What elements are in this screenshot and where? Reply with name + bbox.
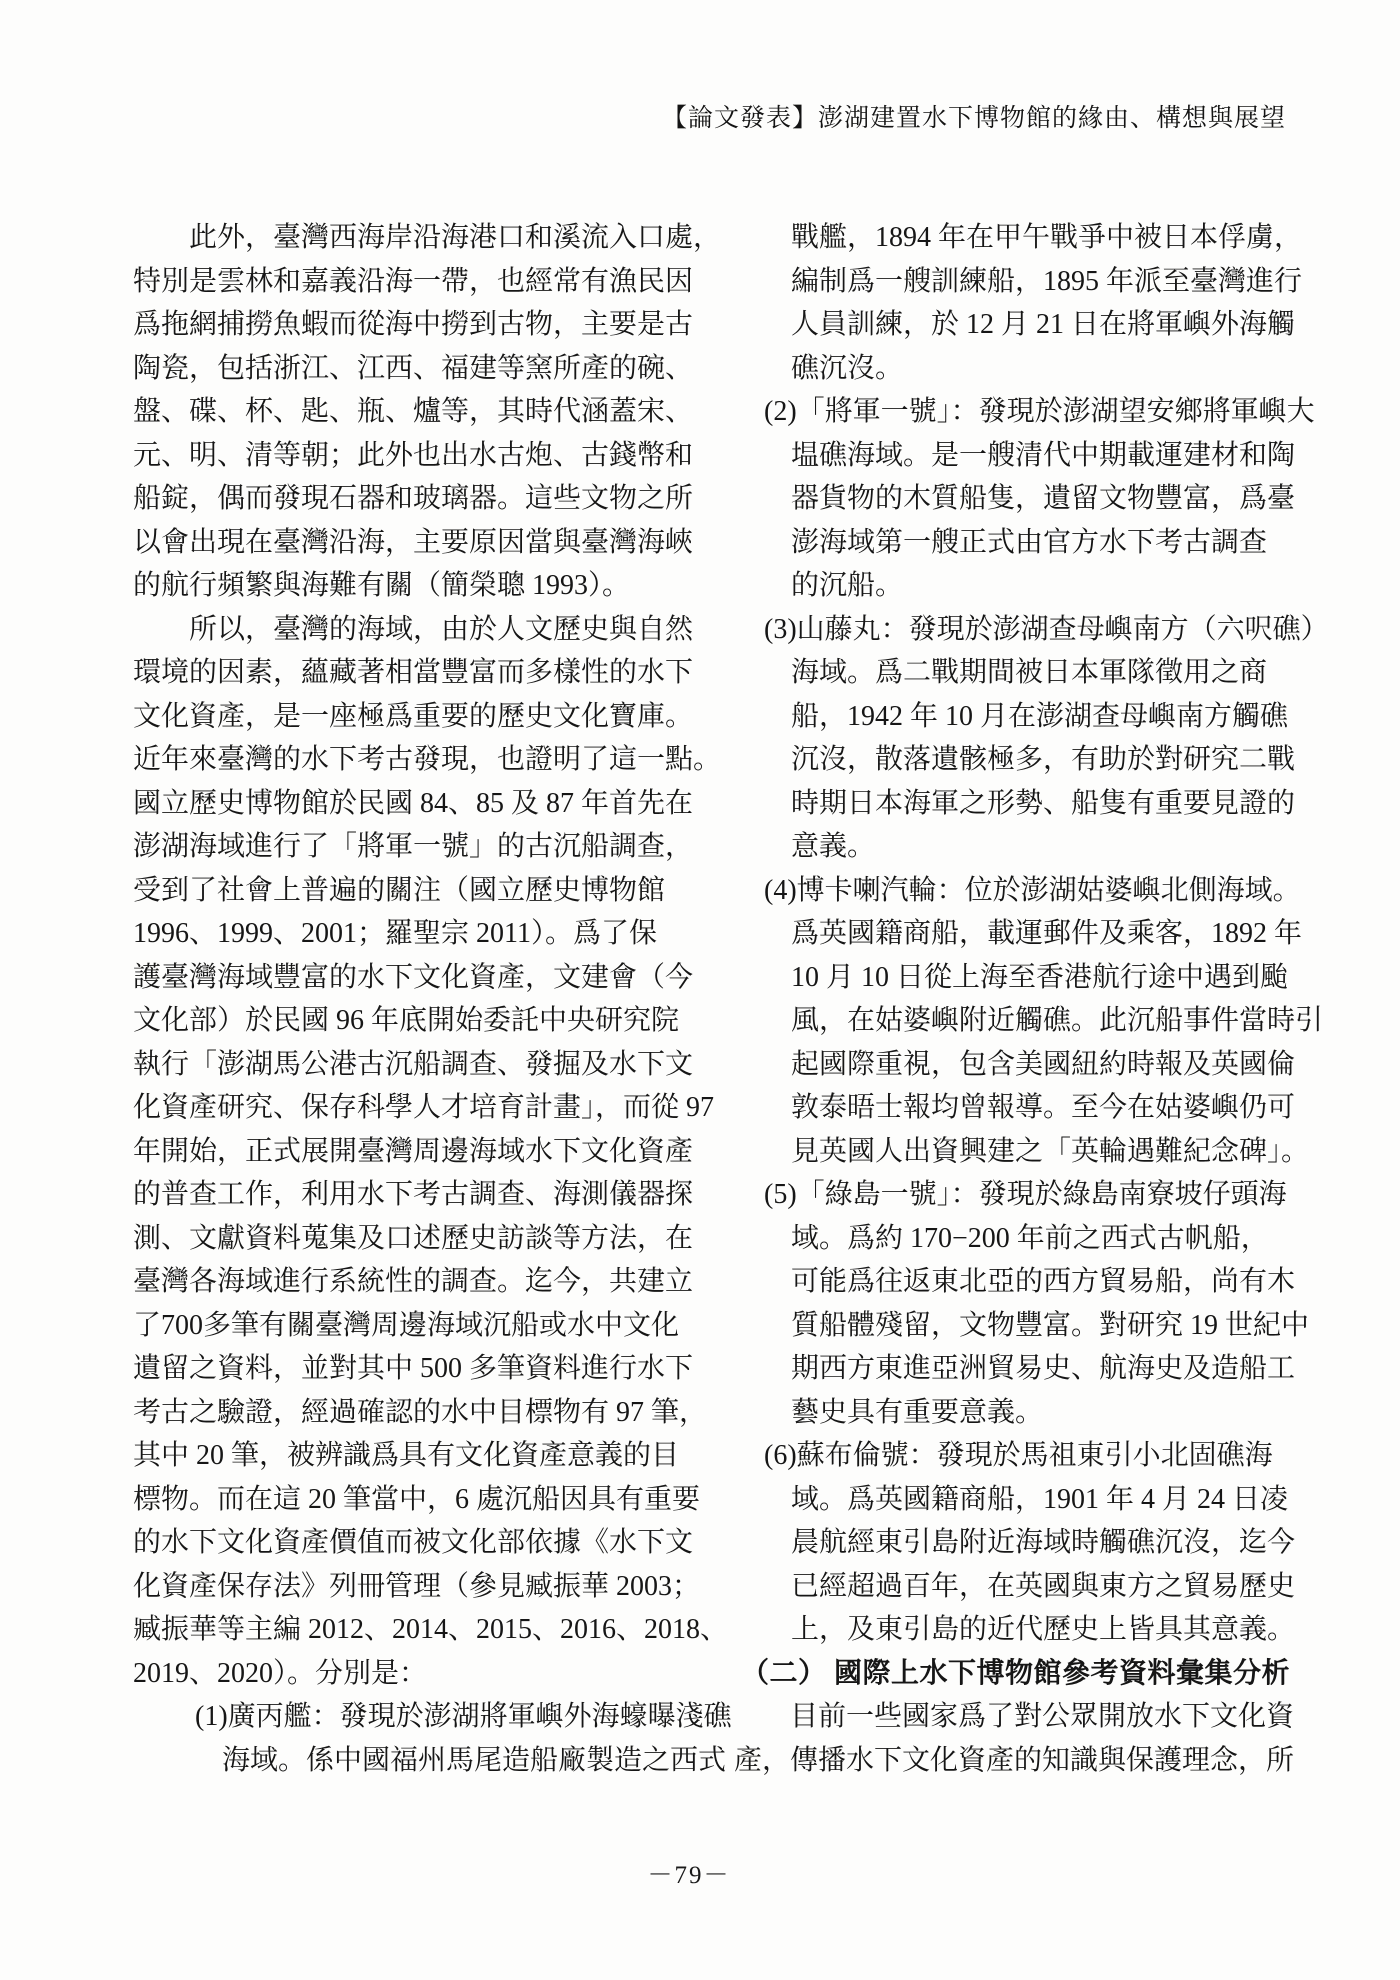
page-header: 【論文發表】澎湖建置水下博物館的緣由、構想與展望 [661,105,1286,132]
list-item-line: (2)「將軍一號」：發現於澎湖望安鄉將軍嶼大 [764,396,1315,427]
text-line: 的普查工作，利用水下考古調查、海測儀器探 [133,1179,694,1210]
list-item-line: 見英國人出資興建之「英輪遇難紀念碑」。 [791,1135,1310,1167]
text-line: 目前一些國家爲了對公眾開放水下文化資 [790,1701,1295,1732]
list-item-line: 礁沉沒。 [791,352,904,384]
list-item-line: 爲英國籍商船，載運郵件及乘客，1892 年 [791,918,1303,949]
list-item-line: 10 月 10 日從上海至香港航行途中遇到颱 [791,961,1289,993]
list-item-line: 時期日本海軍之形勢、船隻有重要見證的 [791,787,1296,819]
list-item-line: 澎海域第一艘正式由官方水下考古調查 [791,526,1268,558]
list-item-line: (1)廣丙艦：發現於澎湖將軍嶼外海蠔曝淺礁 [195,1701,732,1732]
list-item-line: 海域。係中國福州馬尾造船廠製造之西式 [222,1744,727,1776]
text-line: 了700多筆有關臺灣周邊海域沉船或水中文化 [133,1309,680,1341]
right-column [734,216,1329,1782]
list-item-line: 船，1942 年 10 月在澎湖查母嶼南方觸礁 [791,700,1289,732]
text-line: 環境的因素，蘊藏著相當豐富而多樣性的水下 [133,657,694,688]
text-line: 特別是雲林和嘉義沿海一帶，也經常有漁民因 [133,265,694,297]
list-item-line: 已經超過百年，在英國與東方之貿易歷史 [791,1570,1296,1602]
list-item-line: (5)「綠島一號」：發現於綠島南寮坡仔頭海 [764,1179,1287,1210]
list-item-line: 的沉船。 [791,570,904,601]
text-line: 盤、碟、杯、匙、瓶、爐等，其時代涵蓋宋、 [133,396,694,427]
list-item-line: 晨航經東引島附近海域時觸礁沉沒，迄今 [791,1527,1296,1558]
list-item-line: 上，及東引島的近代歷史上皆具其意義。 [791,1614,1296,1645]
text-line: 執行「澎湖馬公港古沉船調查、發掘及水下文 [133,1048,694,1080]
list-item-line: 戰艦，1894 年在甲午戰爭中被日本俘虜， [791,222,1303,253]
text-line: 陶瓷，包括浙江、江西、福建等窯所產的碗、 [133,352,694,384]
list-item-line: 敦泰晤士報均曾報導。至今在姑婆嶼仍可 [791,1092,1296,1123]
list-item-line: 塭礁海域。是一艘清代中期載運建材和陶 [791,439,1296,471]
list-item-line: (4)博卡喇汽輪：位於澎湖姑婆嶼北側海域。 [764,874,1301,906]
text-line: 1996、1999、2001；羅聖宗 2011）。爲了保 [133,918,657,949]
text-line: 的水下文化資產價值而被文化部依據《水下文 [133,1527,694,1558]
text-line: 近年來臺灣的水下考古發現，也證明了這一點。 [133,744,722,775]
text-line: 其中 20 筆，被辨識爲具有文化資產意義的目 [133,1440,680,1471]
list-item-line: 域。爲約 170−200 年前之西式古帆船， [791,1222,1269,1254]
text-line: 受到了社會上普遍的關注（國立歷史博物館 [133,874,666,906]
text-line: 化資產研究、保存科學人才培育計畫」，而從 97 [133,1092,715,1123]
list-item-line: 質船體殘留，文物豐富。對研究 19 世紀中 [791,1309,1310,1341]
section-heading: （二） 國際上水下博物館參考資料彙集分析 [741,1657,1291,1689]
text-line: 澎湖海域進行了「將軍一號」的古沉船調查， [133,831,694,862]
list-item-line: (3)山藤丸：發現於澎湖查母嶼南方（六呎礁） [764,613,1329,645]
text-line: 2019、2020）。分別是： [133,1657,428,1689]
text-line: 國立歷史博物館於民國 84、85 及 87 年首先在 [133,787,694,819]
list-item-line: 沉沒，散落遺骸極多，有助於對研究二戰 [791,744,1296,775]
list-item-line: 域。爲英國籍商船，1901 年 4 月 24 日凌 [791,1483,1289,1515]
text-line: 船錠，偶而發現石器和玻璃器。這些文物之所 [133,483,694,514]
list-item-line: 可能爲往返東北亞的西方貿易船，尚有木 [791,1266,1296,1297]
left-column [133,216,732,1782]
text-line: 所以，臺灣的海域，由於人文歷史與自然 [189,613,694,645]
list-item-line: 器貨物的木質船隻，遺留文物豐富，爲臺 [791,483,1296,514]
text-line: 遺留之資料，並對其中 500 多筆資料進行水下 [133,1353,694,1384]
text-line: 元、明、清等朝；此外也出水古炮、古錢幣和 [133,439,694,471]
list-item-line: 風，在姑婆嶼附近觸礁。此沉船事件當時引 [791,1005,1324,1036]
list-item-line: 藝史具有重要意義。 [791,1396,1044,1428]
list-item-line: 起國際重視，包含美國紐約時報及英國倫 [791,1048,1296,1080]
text-line: 臺灣各海域進行系統性的調查。迄今，共建立 [133,1266,694,1297]
text-line: 考古之驗證，經過確認的水中目標物有 97 筆， [133,1396,708,1428]
text-line: 以會出現在臺灣沿海，主要原因當與臺灣海峽 [133,526,694,558]
list-item-line: 人員訓練，於 12 月 21 日在將軍嶼外海觸 [791,309,1296,340]
text-line: 測、文獻資料蒐集及口述歷史訪談等方法，在 [133,1222,694,1254]
list-item-line: 編制爲一艘訓練船，1895 年派至臺灣進行 [791,265,1303,297]
text-line: 年開始，正式展開臺灣周邊海域水下文化資產 [133,1135,694,1167]
text-line: 臧振華等主編 2012、2014、2015、2016、2018、 [133,1614,729,1645]
text-line: 的航行頻繁與海難有關（簡榮聰 1993）。 [133,570,631,601]
list-item-line: 意義。 [791,831,876,862]
text-line: 產，傳播水下文化資產的知識與保護理念，所 [734,1744,1295,1776]
text-line: 爲拖網捕撈魚蝦而從海中撈到古物，主要是古 [133,309,694,340]
text-line: 此外，臺灣西海岸沿海港口和溪流入口處， [189,222,722,253]
page-number: －79－ [647,1862,731,1889]
text-line: 護臺灣海域豐富的水下文化資產，文建會（今 [133,961,694,993]
list-item-line: 海域。爲二戰期間被日本軍隊徵用之商 [791,657,1268,688]
list-item-line: (6)蘇布倫號：發現於馬祖東引小北固礁海 [764,1440,1273,1471]
list-item-line: 期西方東進亞洲貿易史、航海史及造船工 [791,1353,1296,1384]
text-line: 文化資產，是一座極爲重要的歷史文化寶庫。 [133,700,694,732]
text-line: 標物。而在這 20 筆當中，6 處沉船因具有重要 [133,1483,701,1515]
text-line: 文化部）於民國 96 年底開始委託中央研究院 [133,1005,680,1036]
text-line: 化資產保存法》列冊管理（參見臧振華 2003； [133,1570,701,1602]
